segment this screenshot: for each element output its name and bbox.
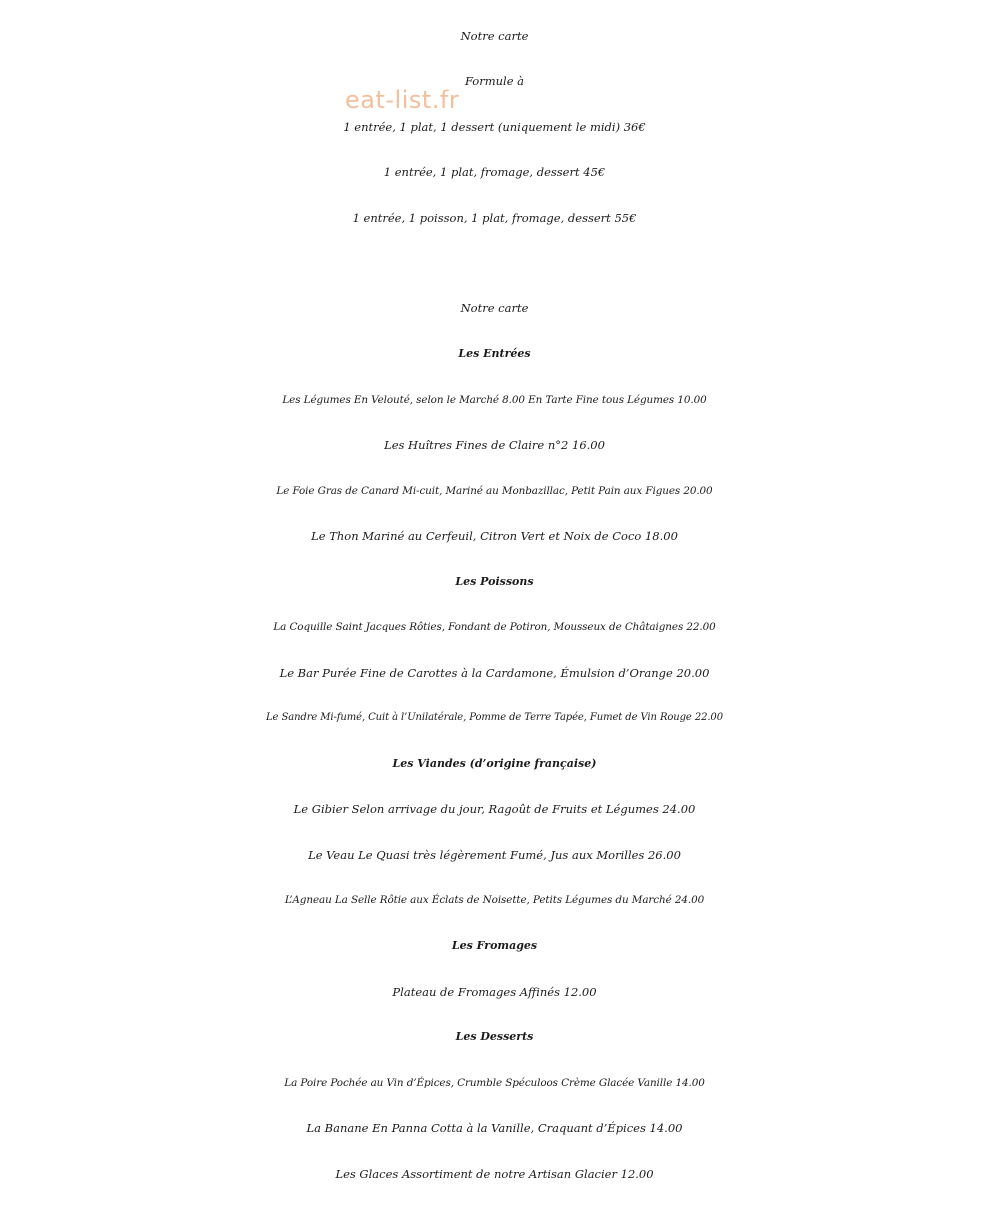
formules-subtitle: Formule à bbox=[464, 74, 525, 88]
menu-item: Les Huîtres Fines de Claire n°2 16.00 bbox=[384, 438, 605, 452]
section-heading-desserts: Les Desserts bbox=[455, 1030, 534, 1043]
carte-title: Notre carte bbox=[460, 301, 529, 315]
menu-item: Le Sandre Mi-fumé, Cuit à l’Unilatérale, Pomme de Terre Tapée, Fumet de Vin Rouge 22.00 bbox=[266, 712, 723, 723]
menu-item: L’Agneau La Selle Rôtie aux Éclats de Noisette, Petits Légumes du Marché 24.00 bbox=[284, 894, 705, 906]
menu-item: Le Bar Purée Fine de Carottes à la Cardamone, Émulsion d’Orange 20.00 bbox=[279, 666, 710, 680]
section-heading-poissons: Les Poissons bbox=[455, 575, 534, 588]
section-heading-viandes: Les Viandes (d’origine française) bbox=[392, 757, 597, 770]
formule-item: 1 entrée, 1 poisson, 1 plat, fromage, dessert 55€ bbox=[352, 211, 637, 225]
section-heading-fromages: Les Fromages bbox=[451, 939, 538, 952]
menu-item: Le Thon Mariné au Cerfeuil, Citron Vert et Noix de Coco 18.00 bbox=[311, 529, 678, 543]
menu-item: La Banane En Panna Cotta à la Vanille, Craquant d’Épices 14.00 bbox=[306, 1121, 683, 1135]
menu-item: Le Gibier Selon arrivage du jour, Ragoût de Fruits et Légumes 24.00 bbox=[293, 802, 696, 816]
watermark-logo: eat-list.fr bbox=[345, 86, 460, 114]
menu-item: La Coquille Saint Jacques Rôties, Fondant de Potiron, Mousseux de Châtaignes 22.00 bbox=[273, 621, 716, 633]
formule-item: 1 entrée, 1 plat, fromage, dessert 45€ bbox=[383, 165, 606, 179]
formule-item: 1 entrée, 1 plat, 1 dessert (uniquement le midi) 36€ bbox=[343, 120, 646, 134]
formules-title: Notre carte bbox=[460, 29, 529, 43]
menu-item: Les Glaces Assortiment de notre Artisan Glacier 12.00 bbox=[335, 1167, 654, 1181]
menu-item: Les Légumes En Velouté, selon le Marché 8.00 En Tarte Fine tous Légumes 10.00 bbox=[282, 394, 707, 406]
section-heading-entrees: Les Entrées bbox=[458, 347, 531, 360]
menu-item: Plateau de Fromages Affinés 12.00 bbox=[392, 985, 597, 999]
menu-item: La Poire Pochée au Vin d’Épices, Crumble Spéculoos Crème Glacée Vanille 14.00 bbox=[284, 1077, 705, 1089]
menu-item: Le Foie Gras de Canard Mi-cuit, Mariné au Monbazillac, Petit Pain aux Figues 20.00 bbox=[276, 485, 713, 497]
menu-item: Le Veau Le Quasi très légèrement Fumé, Jus aux Morilles 26.00 bbox=[308, 848, 681, 862]
